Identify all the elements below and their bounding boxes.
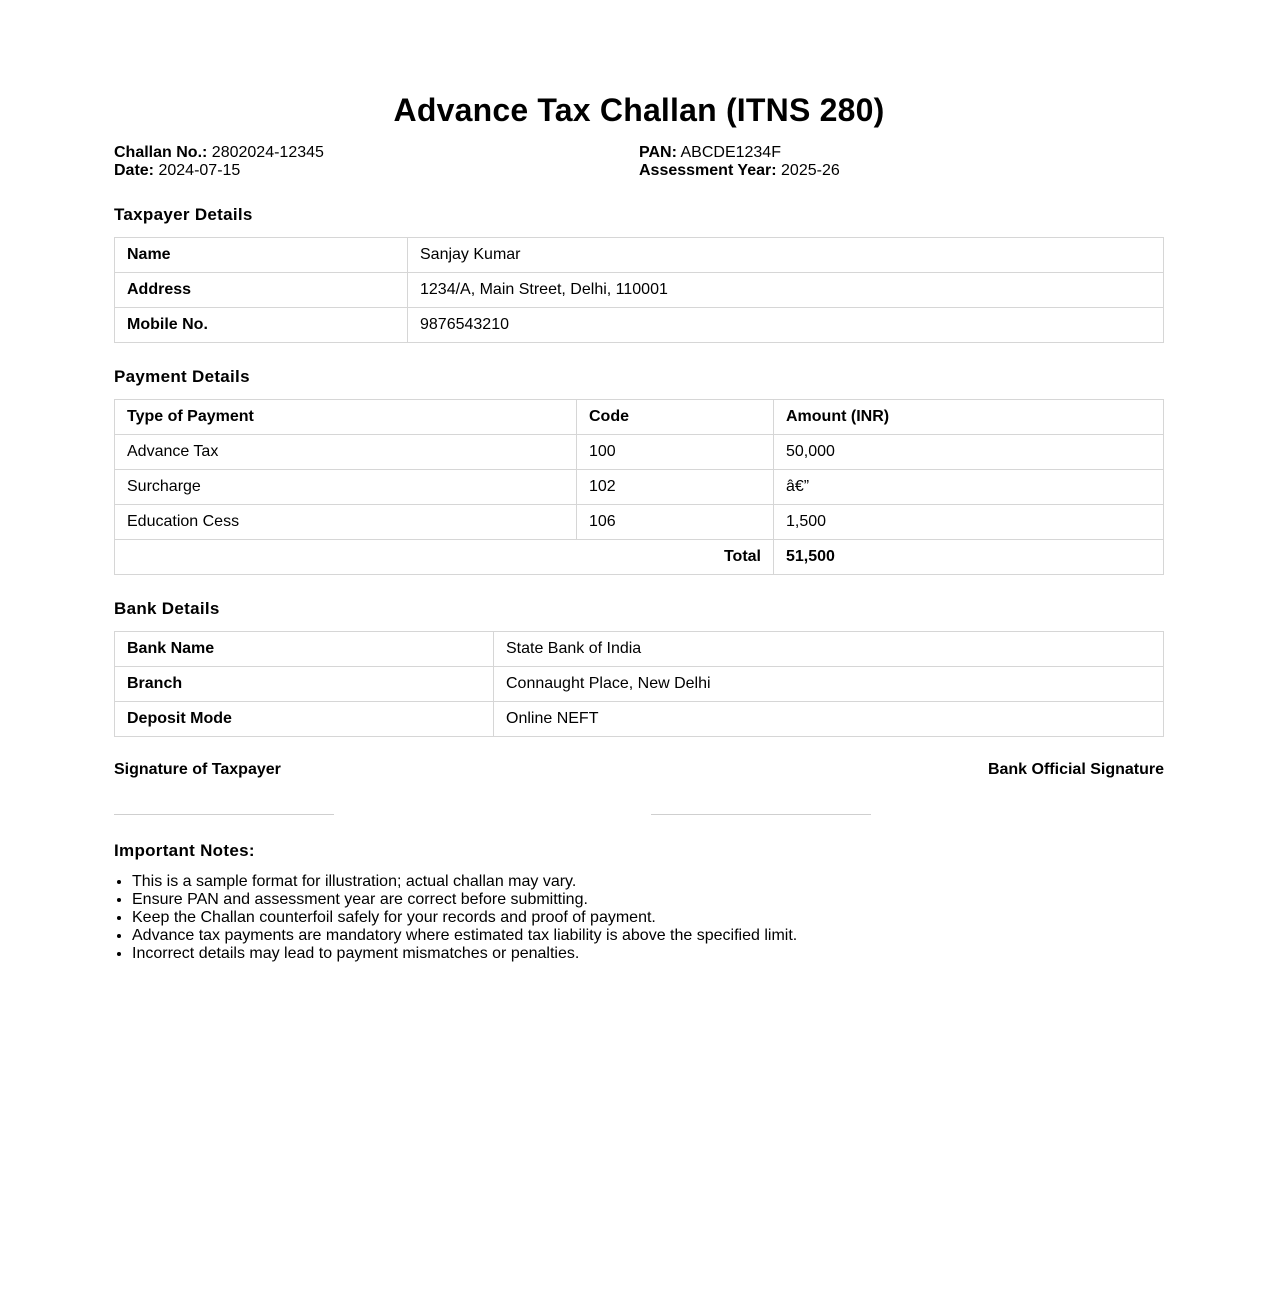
signature-lines xyxy=(114,780,1164,816)
taxpayer-table xyxy=(114,237,1164,343)
taxpayer-heading: Taxpayer Details xyxy=(114,205,253,224)
bank-table xyxy=(114,631,1164,737)
challan-document xyxy=(114,0,1164,963)
page-title: Advance Tax Challan (ITNS 280) xyxy=(393,92,885,128)
table-row xyxy=(115,238,1164,273)
pan-value: ABCDE1234F xyxy=(680,144,781,161)
taxpayer-address-value: 1234/A, Main Street, Delhi, 110001 xyxy=(408,273,1164,308)
meta-left xyxy=(114,144,639,180)
bank-heading: Bank Details xyxy=(114,599,220,618)
payment-amount-cell: â€” xyxy=(774,470,1164,505)
list-item: • Advance tax payments are mandatory where estimated tax liability is above the specified limit. xyxy=(132,927,1164,945)
taxpayer-name-value: Sanjay Kumar xyxy=(408,238,1164,273)
notes-heading: Important Notes: xyxy=(114,841,255,860)
table-row xyxy=(115,632,1164,667)
challan-no-line xyxy=(114,144,639,162)
deposit-mode-value: Online NEFT xyxy=(494,702,1164,737)
meta-right xyxy=(639,144,1164,180)
challan-meta xyxy=(114,144,1164,180)
table-header-row xyxy=(115,400,1164,435)
table-row xyxy=(115,273,1164,308)
date-label: Date: xyxy=(114,162,155,179)
payment-code-cell: 100 xyxy=(577,435,774,470)
branch-label: Branch xyxy=(115,667,494,702)
list-item: • This is a sample format for illustration; actual challan may vary. xyxy=(132,873,1164,891)
payment-type-cell: Education Cess xyxy=(115,505,577,540)
date-line xyxy=(114,162,639,180)
pan-line xyxy=(639,144,1164,162)
deposit-mode-label: Deposit Mode xyxy=(115,702,494,737)
notes-list xyxy=(114,873,1164,963)
table-row xyxy=(115,702,1164,737)
bank-name-value: State Bank of India xyxy=(494,632,1164,667)
list-item: • Incorrect details may lead to payment mismatches or penalties. xyxy=(132,945,1164,963)
table-row xyxy=(115,505,1164,540)
table-row xyxy=(115,470,1164,505)
assessment-year-value: 2025-26 xyxy=(781,162,840,179)
payment-code-cell: 106 xyxy=(577,505,774,540)
date-value: 2024-07-15 xyxy=(158,162,241,179)
assessment-year-line xyxy=(639,162,1164,180)
branch-value: Connaught Place, New Delhi xyxy=(494,667,1164,702)
payment-code-cell: 102 xyxy=(577,470,774,505)
total-value: 51,500 xyxy=(774,540,1164,575)
list-item: • Keep the Challan counterfoil safely for your records and proof of payment. xyxy=(132,909,1164,927)
assessment-year-label: Assessment Year: xyxy=(639,162,777,179)
bank-signature-label: Bank Official Signature xyxy=(987,761,1164,778)
bank-signature-line xyxy=(651,814,871,815)
payment-table xyxy=(114,399,1164,575)
taxpayer-name-label: Name xyxy=(115,238,408,273)
bank-name-label: Bank Name xyxy=(115,632,494,667)
payment-amount-cell: 50,000 xyxy=(774,435,1164,470)
payment-heading: Payment Details xyxy=(114,367,250,386)
signature-row xyxy=(114,760,1164,780)
taxpayer-address-label: Address xyxy=(115,273,408,308)
payment-type-cell: Advance Tax xyxy=(115,435,577,470)
taxpayer-mobile-value: 9876543210 xyxy=(408,308,1164,343)
taxpayer-signature-line xyxy=(114,814,334,815)
table-row xyxy=(115,435,1164,470)
payment-type-cell: Surcharge xyxy=(115,470,577,505)
total-row xyxy=(115,540,1164,575)
taxpayer-mobile-label: Mobile No. xyxy=(115,308,408,343)
total-label: Total xyxy=(115,540,774,575)
payment-amount-cell: 1,500 xyxy=(774,505,1164,540)
challan-no-value: 2802024-12345 xyxy=(211,144,324,161)
table-row xyxy=(115,308,1164,343)
column-header-code: Code xyxy=(577,400,774,435)
challan-no-label: Challan No.: xyxy=(114,144,208,161)
pan-label: PAN: xyxy=(639,144,677,161)
column-header-amount: Amount (INR) xyxy=(774,400,1164,435)
list-item: • Ensure PAN and assessment year are correct before submitting. xyxy=(132,891,1164,909)
table-row xyxy=(115,667,1164,702)
taxpayer-signature-label: Signature of Taxpayer xyxy=(114,761,281,778)
column-header-type: Type of Payment xyxy=(115,400,577,435)
